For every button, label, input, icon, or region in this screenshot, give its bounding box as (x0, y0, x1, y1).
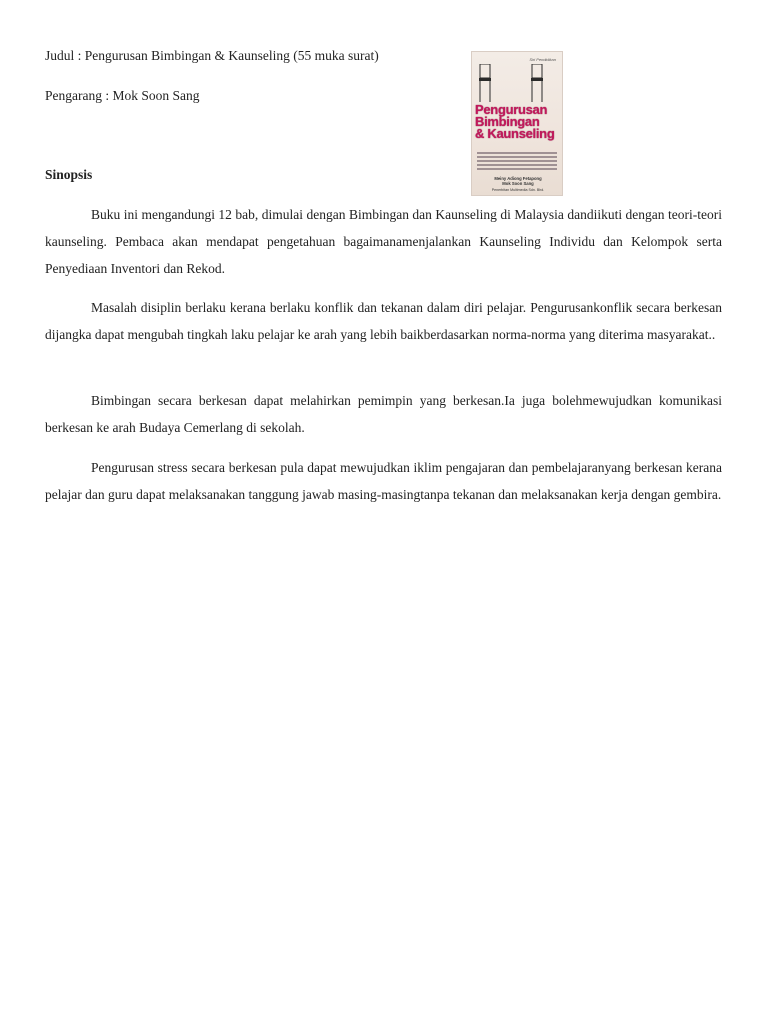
cover-series-label: Siri Pendidikan (529, 57, 556, 62)
book-cover-image (471, 51, 563, 196)
synopsis-heading: Sinopsis (45, 167, 93, 182)
synopsis-paragraph: Masalah disiplin berlaku kerana berlaku konflik dan tekanan dalam diri pelajar. Pengurusankonflik secara berkesan dijangka dapat mengubah tingkah laku pelajar ke arah yang lebih baikberdasarkan norma-norma yang diterima masyarakat.. (45, 300, 722, 342)
chair-illustration (530, 64, 544, 102)
cover-publisher: Penerbitan Multimedia Sdn. Bhd. (491, 188, 545, 192)
book-title-line: Judul : Pengurusan Bimbingan & Kaunseling (55 muka surat) (45, 48, 379, 63)
cover-contents-list (477, 152, 557, 172)
cover-title (475, 104, 554, 140)
cover-author: Mok Soon Sang (502, 181, 534, 186)
cover-authors (472, 176, 563, 186)
synopsis-paragraph: Pengurusan stress secara berkesan pula dapat mewujudkan iklim pengajaran dan pembelajaranyang berkesan kerana pelajar dan guru dapat melaksanakan tanggung jawab masing-masingtanpa tekanan dan melaksanakan kerja dengan gembira. (45, 460, 722, 502)
cover-title-line: Bimbingan (475, 114, 540, 129)
synopsis-paragraph: Buku ini mengandungi 12 bab, dimulai dengan Bimbingan dan Kaunseling di Malaysia dandiikuti dengan teori-teori kaunseling. Pembaca akan mendapat pengetahuan bagaimanamenjalankan Kaunseling Individu dan Kelompok serta Penyediaan Inventori dan Rekod. (45, 207, 722, 276)
synopsis-paragraph: Bimbingan secara berkesan dapat melahirkan pemimpin yang berkesan.Ia juga bolehmewujudkan komunikasi berkesan ke arah Budaya Cemerlang di sekolah. (45, 393, 722, 435)
cover-title-line: Pengurusan (475, 102, 548, 117)
book-author-line: Pengarang : Mok Soon Sang (45, 88, 200, 103)
cover-author: Meiny Adiong Fetapong (494, 176, 542, 181)
cover-title-line: & Kaunseling (475, 126, 555, 141)
chair-illustration (478, 64, 492, 102)
